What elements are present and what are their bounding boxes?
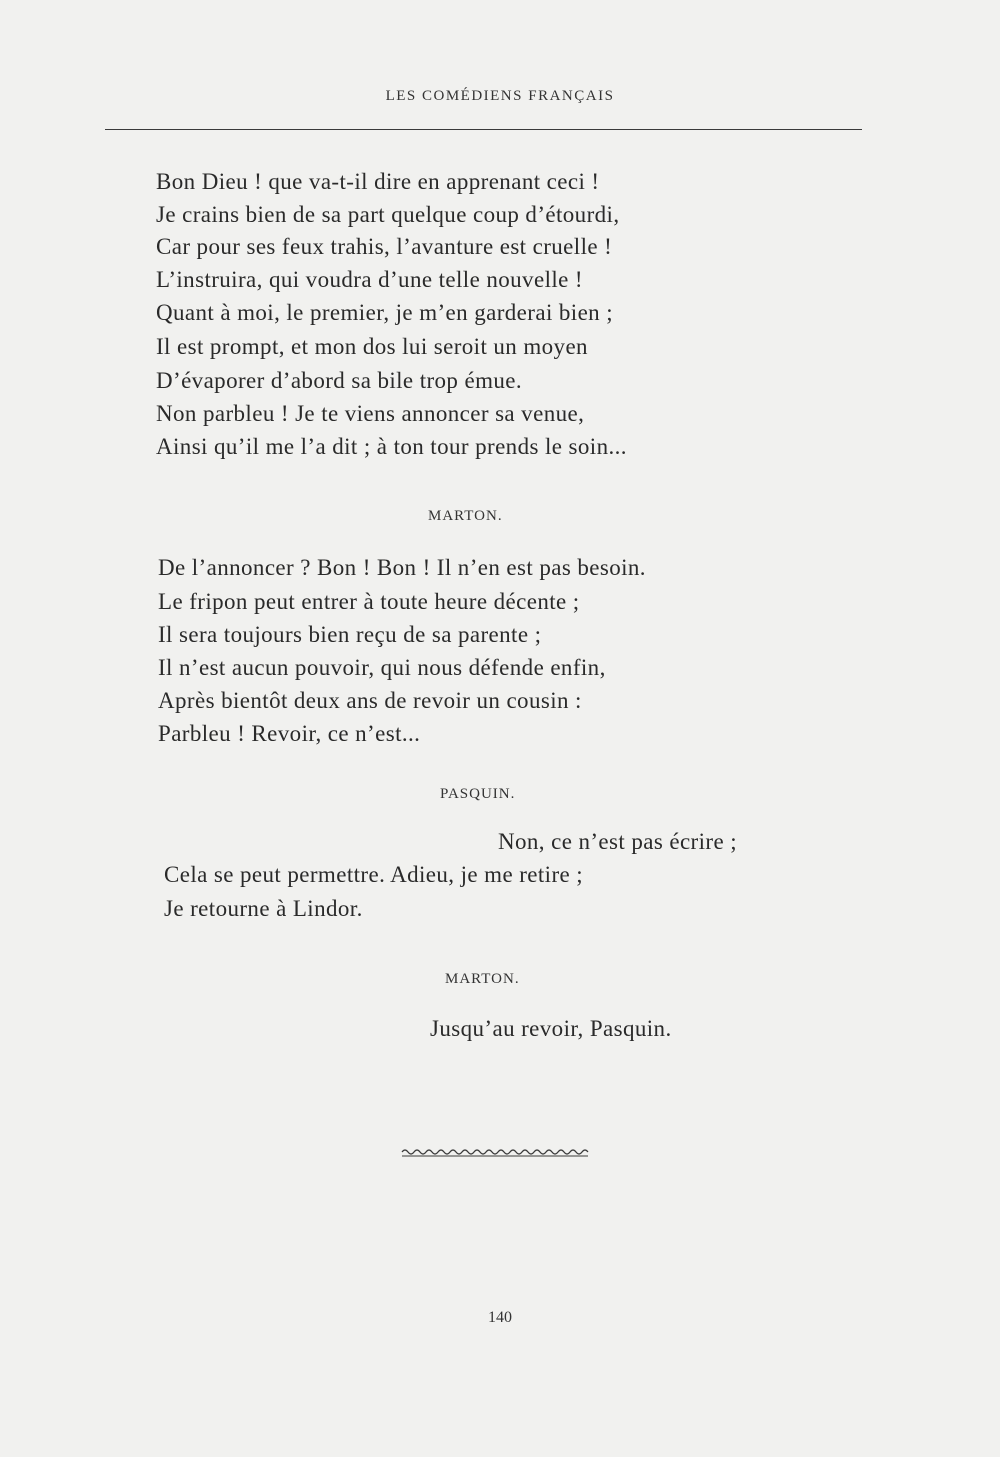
verse-line: De l’annoncer ? Bon ! Bon ! Il n’en est pas besoin. bbox=[158, 555, 646, 580]
verse-line: Ainsi qu’il me l’a dit ; à ton tour prends le soin... bbox=[156, 434, 627, 459]
speaker-name: MARTON. bbox=[428, 508, 503, 524]
verse-line: Jusqu’au revoir, Pasquin. bbox=[430, 1016, 672, 1041]
verse-line: Il n’est aucun pouvoir, qui nous défende enfin, bbox=[158, 655, 606, 680]
verse-line: L’instruira, qui voudra d’une telle nouvelle ! bbox=[156, 267, 583, 292]
running-header: LES COMÉDIENS FRANÇAIS bbox=[385, 88, 615, 104]
verse-line: Il est prompt, et mon dos lui seroit un moyen bbox=[156, 334, 588, 359]
verse-line: D’évaporer d’abord sa bile trop émue. bbox=[156, 368, 523, 393]
speaker-name: MARTON. bbox=[445, 971, 520, 987]
verse-line: Quant à moi, le premier, je m’en garderai bien ; bbox=[156, 300, 614, 325]
verse-line: Car pour ses feux trahis, l’avanture est cruelle ! bbox=[156, 234, 613, 259]
verse-line: Cela se peut permettre. Adieu, je me retire ; bbox=[164, 862, 584, 887]
verse-line: Non parbleu ! Je te viens annoncer sa venue, bbox=[156, 401, 585, 426]
verse-line: Bon Dieu ! que va-t-il dire en apprenant ceci ! bbox=[156, 169, 600, 194]
verse-line: Parbleu ! Revoir, ce n’est... bbox=[158, 721, 421, 746]
verse-line: Je retourne à Lindor. bbox=[164, 896, 363, 921]
speaker-name: PASQUIN. bbox=[440, 786, 516, 802]
page-number: 140 bbox=[488, 1309, 512, 1326]
verse-line: Le fripon peut entrer à toute heure décente ; bbox=[158, 589, 580, 614]
verse-line: Après bientôt deux ans de revoir un cousin : bbox=[158, 688, 582, 713]
end-ornament bbox=[400, 1146, 590, 1158]
verse-line: Non, ce n’est pas écrire ; bbox=[498, 829, 738, 854]
verse-line: Je crains bien de sa part quelque coup d’étourdi, bbox=[156, 202, 620, 227]
verse-line: Il sera toujours bien reçu de sa parente ; bbox=[158, 622, 542, 647]
header-rule bbox=[105, 129, 862, 130]
